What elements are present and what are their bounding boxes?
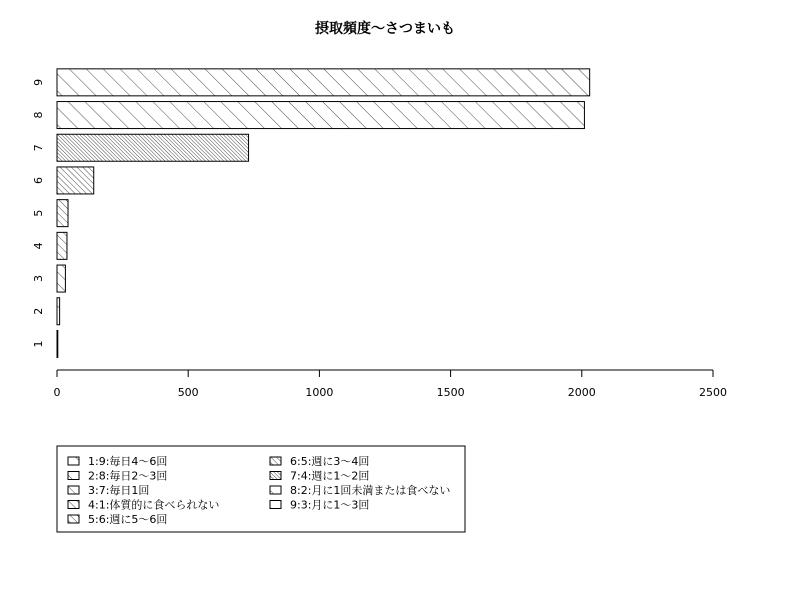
legend-swatch	[270, 486, 281, 494]
y-tick-label-6: 6	[32, 176, 45, 184]
bar-7	[57, 134, 249, 161]
y-tick-label-4: 4	[32, 242, 45, 250]
y-tick-label-7: 7	[32, 144, 45, 152]
legend	[57, 446, 465, 532]
legend-swatch	[68, 472, 79, 480]
x-tick-label: 0	[53, 386, 61, 399]
y-tick-label-3: 3	[32, 275, 45, 283]
legend-entry: 8:2:月に1回未満または食べない	[290, 484, 451, 497]
bar-4	[57, 232, 67, 259]
x-tick-label: 2500	[699, 386, 727, 399]
legend-swatch	[68, 501, 79, 509]
x-tick-label: 500	[177, 386, 199, 399]
bar-5	[57, 200, 68, 227]
bar-2	[57, 298, 60, 325]
legend-entry: 6:5:週に3〜4回	[290, 455, 370, 468]
legend-entry: 3:7:毎日1回	[88, 484, 150, 497]
y-tick-label-9: 9	[32, 78, 45, 86]
chart-title: 摂取頻度〜さつまいも	[315, 21, 455, 37]
legend-entry: 7:4:週に1〜2回	[290, 469, 370, 483]
y-tick-label-2: 2	[32, 307, 45, 315]
x-tick-label: 1500	[436, 386, 465, 399]
legend-swatch	[68, 515, 79, 523]
bar-8	[57, 102, 584, 129]
legend-entry: 4:1:体質的に食べられない	[88, 498, 220, 512]
legend-swatch	[270, 472, 281, 480]
legend-entry: 9:3:月に1〜3回	[290, 498, 370, 512]
legend-swatch	[270, 501, 281, 509]
bar-6	[57, 167, 94, 194]
legend-entry: 2:8:毎日2〜3回	[88, 469, 168, 483]
y-tick-label-5: 5	[32, 209, 45, 217]
x-axis	[54, 370, 728, 399]
legend-swatch	[68, 457, 79, 465]
bar-3	[57, 265, 65, 292]
bars-group	[57, 69, 590, 358]
legend-swatch	[270, 457, 281, 465]
y-tick-label-8: 8	[32, 111, 45, 119]
bar-9	[57, 69, 590, 96]
x-tick-label: 1000	[305, 386, 334, 399]
y-tick-label-1: 1	[32, 340, 45, 348]
legend-swatch	[68, 486, 79, 494]
y-axis	[32, 79, 45, 348]
legend-entry: 1:9:毎日4〜6回	[88, 455, 168, 468]
x-tick-label: 2000	[567, 386, 596, 399]
legend-entry: 5:6:週に5〜6回	[88, 513, 168, 526]
bar-1	[57, 330, 58, 357]
